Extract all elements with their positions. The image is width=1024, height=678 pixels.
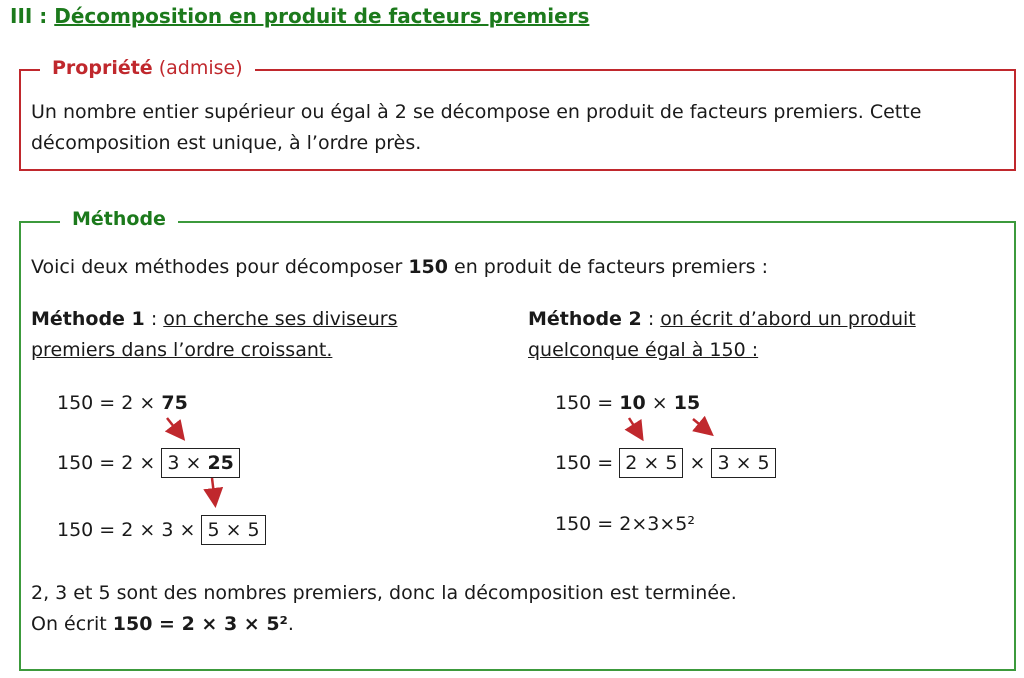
m2-arrow-1: [629, 418, 641, 437]
m2-eq1-factor-a: 10: [619, 392, 646, 414]
m1-eq2-box-b: 25: [207, 452, 234, 474]
propriete-qualifier: (admise): [158, 57, 243, 79]
m2-eq1-factor-b: 15: [673, 392, 701, 414]
m2-equation-3: 150 = 2×3×5²: [555, 513, 695, 535]
propriete-label: Propriété: [52, 57, 153, 79]
m1-arrow-2: [212, 478, 215, 503]
section-title: Décomposition en produit de facteurs premiers: [54, 4, 590, 28]
m2-eq2-box-1: 2 × 5: [619, 448, 683, 478]
m1-eq2-left: 150 = 2 ×: [57, 452, 162, 474]
conclusion-line-1: 2, 3 et 5 sont des nombres premiers, donc la décomposition est terminée.: [31, 582, 737, 604]
methode-legend: Méthode: [60, 208, 178, 230]
m2-eq2-times: ×: [683, 452, 712, 474]
m1-arrow-1: [167, 418, 182, 437]
method-1-label: Méthode 1: [31, 308, 145, 330]
propriete-line-1: Un nombre entier supérieur ou égal à 2 se décompose en produit de facteurs premiers. Cette: [31, 101, 922, 123]
conclusion-2-a: On écrit: [31, 613, 113, 635]
method-1-desc-2: premiers dans l’ordre croissant.: [31, 339, 333, 361]
section-number: III :: [10, 4, 55, 28]
intro-number: 150: [408, 256, 448, 278]
conclusion-line-2: [31, 609, 294, 640]
m2-arrow-2: [693, 419, 710, 433]
conclusion-result: 150 = 2 × 3 × 5²: [112, 613, 288, 635]
method-2-desc-2: quelconque égal à 150 :: [528, 339, 759, 361]
m1-eq2-box-a: 3 ×: [167, 452, 208, 474]
conclusion-2-c: .: [287, 613, 294, 635]
m1-eq1-left: 150 = 2 ×: [57, 392, 162, 414]
method-1-desc-1: on cherche ses diviseurs: [163, 308, 398, 330]
m2-eq1-times: ×: [645, 392, 674, 414]
m2-eq2-box-2: 3 × 5: [711, 448, 775, 478]
m2-eq2-left: 150 =: [555, 452, 620, 474]
m2-eq1-left: 150 =: [555, 392, 620, 414]
method-2-label: Méthode 2: [528, 308, 642, 330]
m1-eq1-factor: 75: [161, 392, 188, 414]
intro-text-c: en produit de facteurs premiers :: [447, 256, 769, 278]
method-2-sep: :: [641, 308, 661, 330]
m1-eq3-left: 150 = 2 × 3 ×: [57, 519, 202, 541]
propriete-line-2: décomposition est unique, à l’ordre près.: [31, 132, 422, 154]
m1-eq3-boxed: 5 × 5: [201, 515, 265, 545]
intro-text-a: Voici deux méthodes pour décomposer: [31, 256, 409, 278]
method-2-desc-1: on écrit d’abord un produit: [660, 308, 916, 330]
method-1-sep: :: [144, 308, 164, 330]
